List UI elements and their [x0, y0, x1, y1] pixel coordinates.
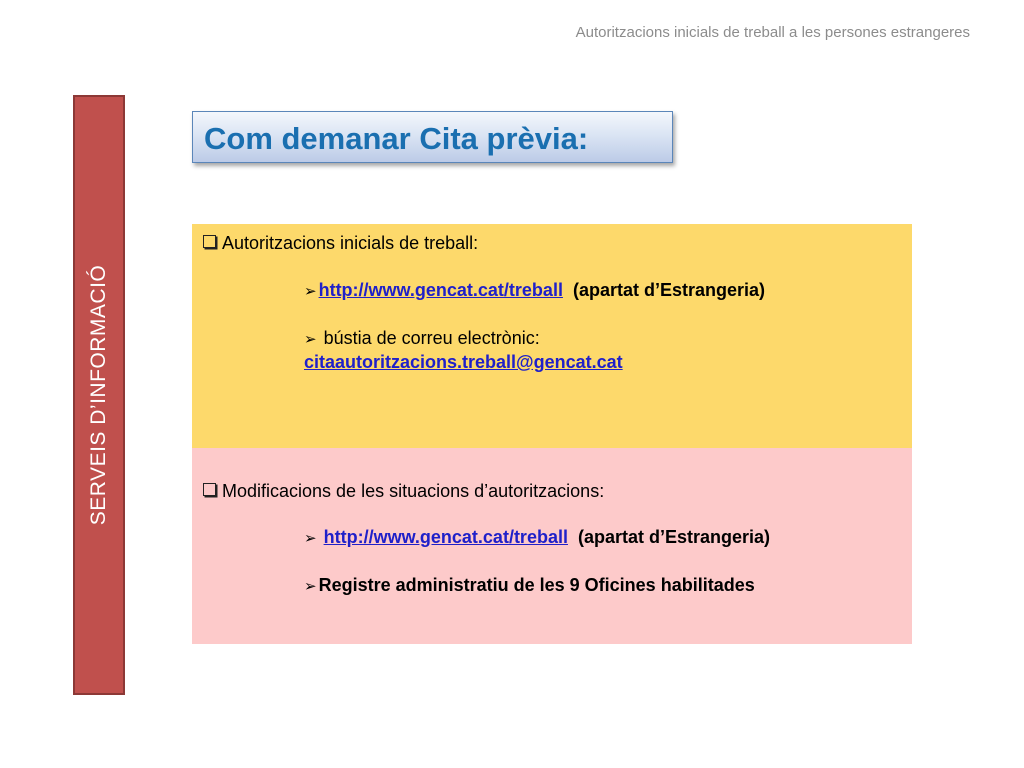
- link-suffix: (apartat d’Estrangeria): [572, 280, 766, 300]
- arrow-bullet-icon: ➢: [304, 578, 317, 595]
- checkbox-bullet-icon: [203, 235, 216, 248]
- email-link[interactable]: citaautoritzacions.treball@gencat.cat: [304, 352, 623, 372]
- page-title: Com demanar Cita prèvia:: [204, 121, 589, 156]
- panel-heading: [203, 481, 604, 502]
- header-title: Autoritzacions inicials de treball a les persones estrangeres: [575, 24, 970, 41]
- arrow-bullet-icon: ➢: [304, 283, 317, 300]
- gencat-link[interactable]: http://www.gencat.cat/treball: [318, 280, 563, 300]
- mailbox-line: [304, 328, 540, 349]
- registry-text: Registre administratiu de les 9 Oficines habilitades: [318, 575, 755, 595]
- heading-text: Autoritzacions inicials de treball:: [222, 233, 479, 253]
- side-band: [73, 95, 125, 695]
- email-line: [304, 352, 623, 373]
- arrow-bullet-icon: ➢: [304, 331, 317, 348]
- checkbox-bullet-icon: [203, 483, 216, 496]
- gencat-link[interactable]: http://www.gencat.cat/treball: [323, 527, 568, 547]
- side-band-label: SERVEIS D’INFORMACIÓ: [87, 264, 110, 526]
- link-line: [304, 527, 770, 548]
- heading-text: Modificacions de les situacions d’autoritzacions:: [222, 481, 605, 501]
- yellow-panel: [192, 224, 912, 448]
- pink-panel: [192, 448, 912, 644]
- arrow-bullet-icon: ➢: [304, 530, 317, 547]
- mailbox-label: bústia de correu electrònic:: [323, 328, 540, 348]
- registry-line: [304, 575, 755, 596]
- link-suffix: (apartat d’Estrangeria): [577, 527, 771, 547]
- panel-heading: [203, 233, 478, 254]
- title-box: [192, 111, 673, 163]
- link-line: [304, 280, 765, 301]
